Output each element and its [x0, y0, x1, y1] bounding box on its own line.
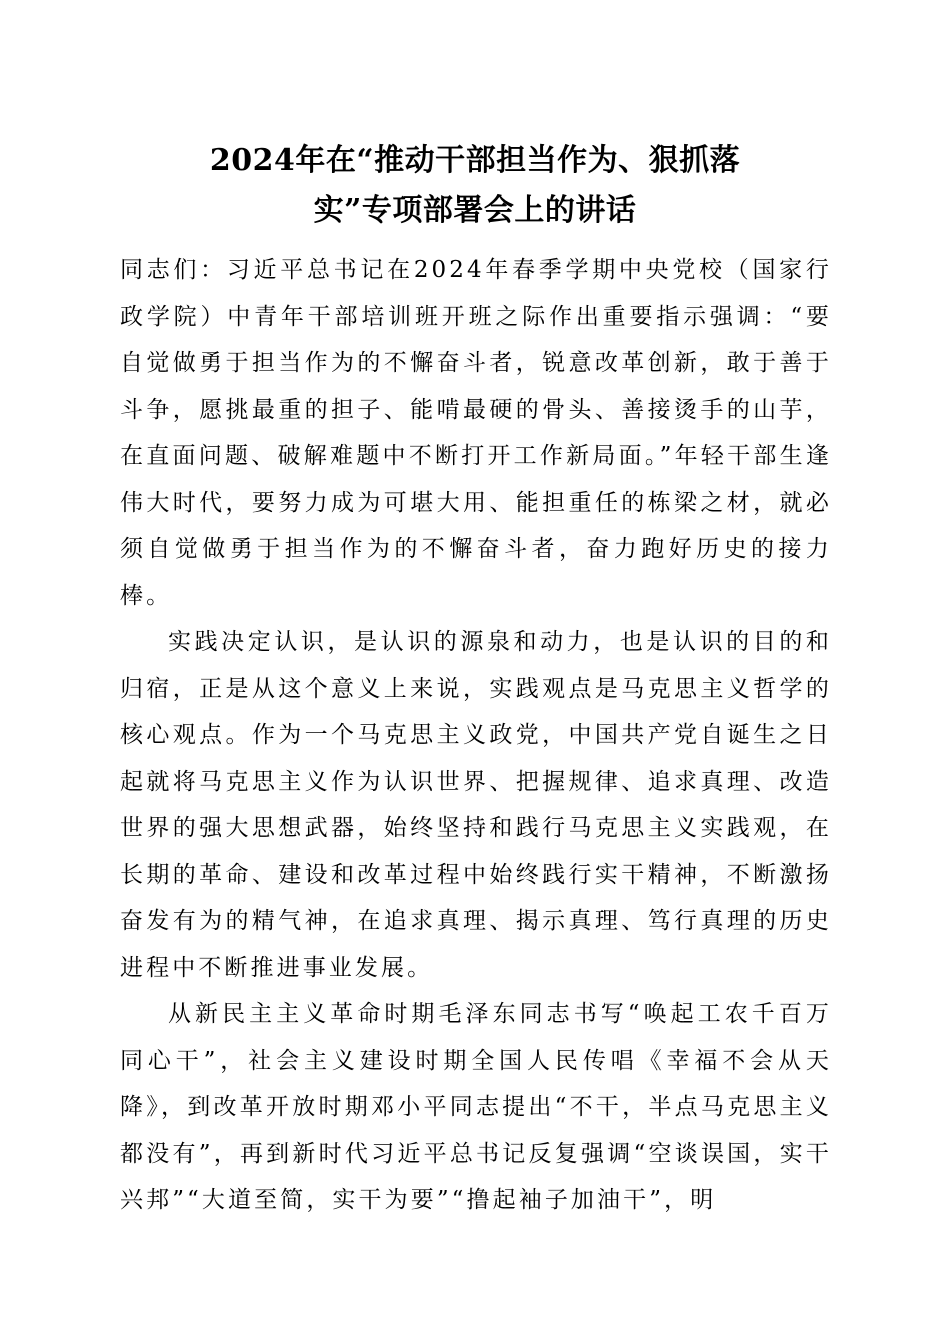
paragraph-3: 从新民主主义革命时期毛泽东同志书写“唤起工农千百万同心干”，社会主义建设时期全国人民传唱《幸福不会从天降》，到改革开放时期邓小平同志提出“不干，半点马克思主义都没有”，再到新时代习近平总书记反复强调“空谈误国，实干兴邦”“大道至简，实干为要”“撸起袖子加油干”，明	[120, 1001, 832, 1213]
paragraph-2: 实践决定认识，是认识的源泉和动力，也是认识的目的和归宿，正是从这个意义上来说，实践观点是马克思主义哲学的核心观点。作为一个马克思主义政党，中国共产党自诞生之日起就将马克思主义作为认识世界、把握规律、追求真理、改造世界的强大思想武器，始终坚持和践行马克思主义实践观，在长期的革命、建设和改革过程中始终践行实干精神，不断激扬奋发有为的精气神，在追求真理、揭示真理、笃行真理的历史进程中不断推进事业发展。	[120, 629, 832, 981]
title-line-2: 实”专项部署会上的讲话	[313, 193, 637, 228]
paragraph-1: 同志们：习近平总书记在2024年春季学期中央党校（国家行政学院）中青年干部培训班开班之际作出重要指示强调：“要自觉做勇于担当作为的不懈奋斗者，锐意改革创新，敢于善于斗争，愿挑最重的担子、能啃最硬的骨头、善接烫手的山芋，在直面问题、破解难题中不断打开工作新局面。”年轻干部生逢伟大时代，要努力成为可堪大用、能担重任的栋梁之材，就必须自觉做勇于担当作为的不懈奋斗者，奋力跑好历史的接力棒。	[120, 257, 832, 609]
title-line-1: 2024年在“推动干部担当作为、狠抓落	[209, 143, 741, 178]
document-title	[120, 136, 830, 236]
document-body	[120, 247, 832, 1224]
